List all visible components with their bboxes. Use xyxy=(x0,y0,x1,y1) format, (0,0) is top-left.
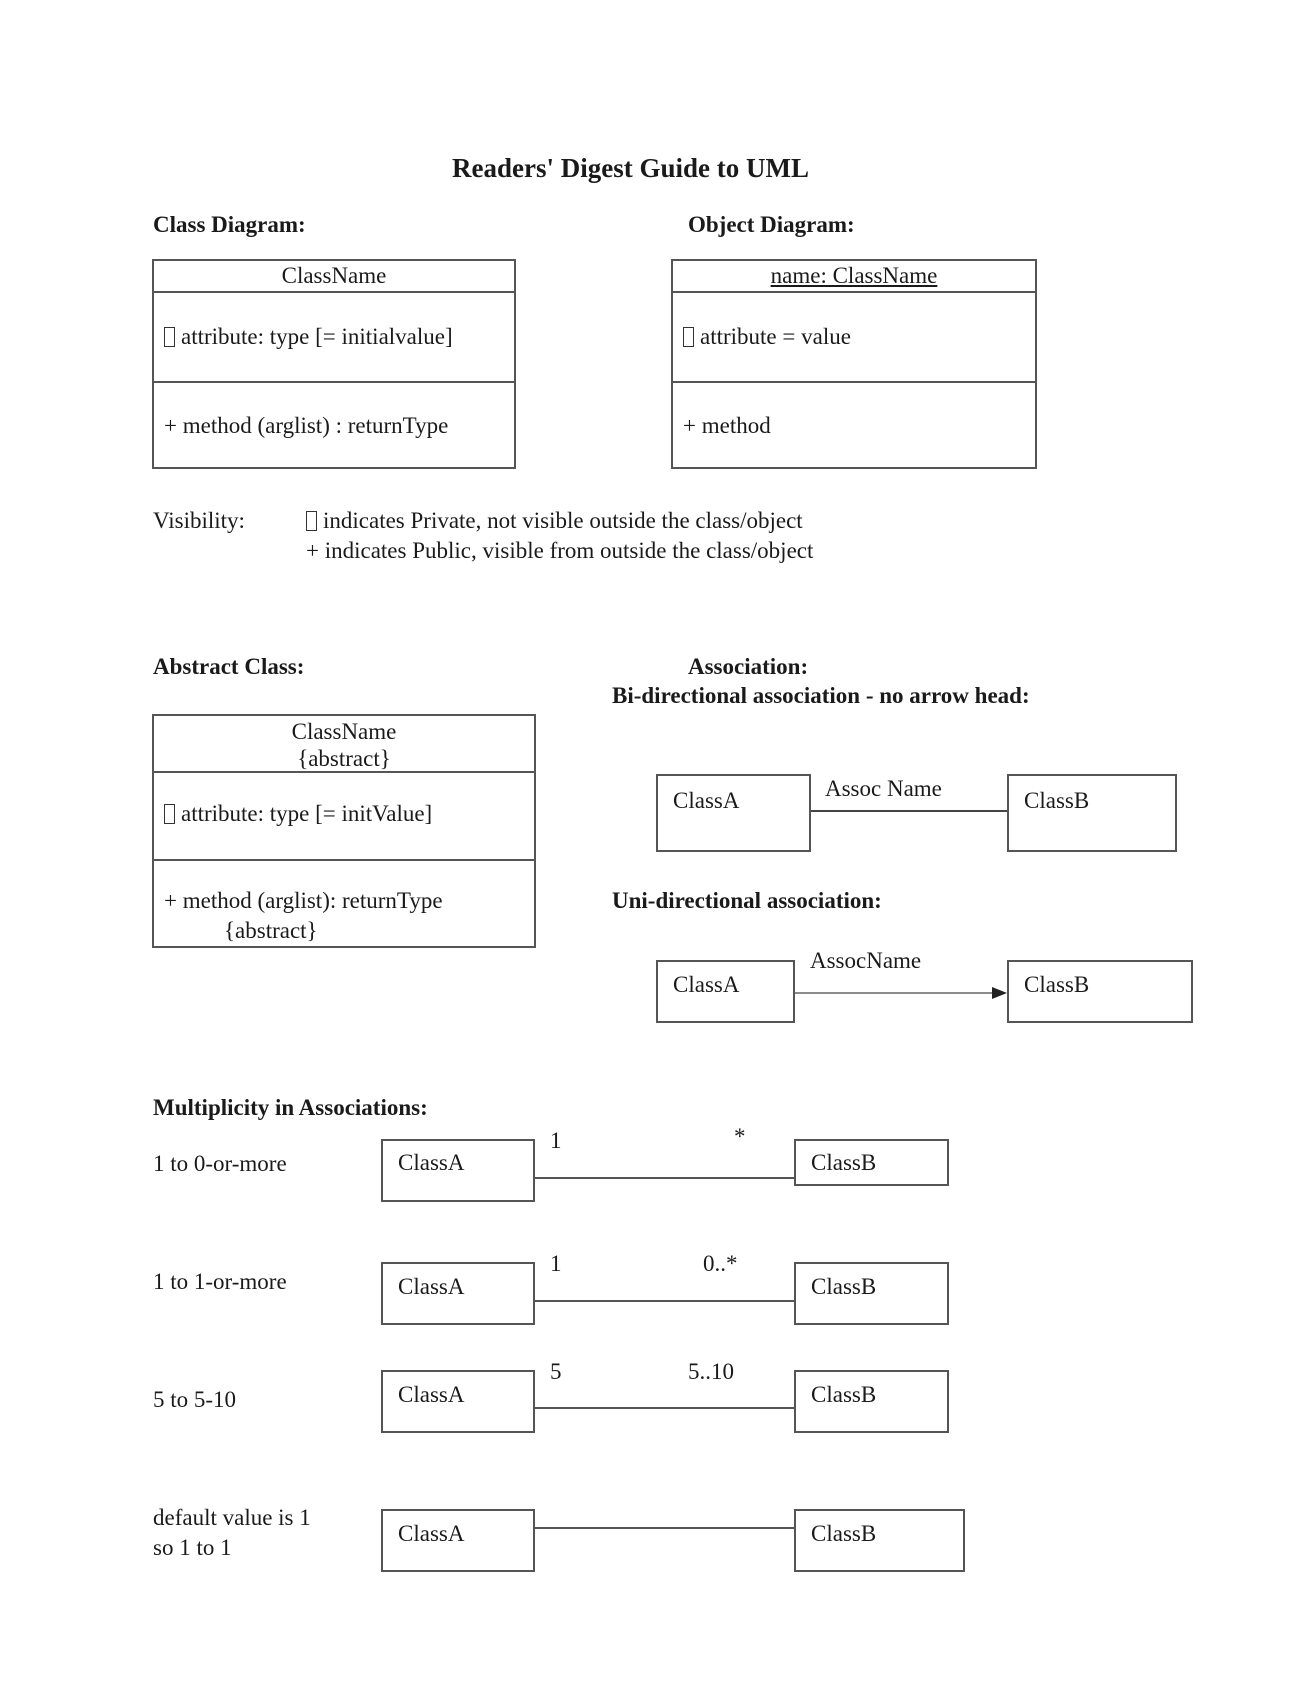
abstract-method-tag: {abstract} xyxy=(224,918,318,943)
mult-class-a-label: ClassA xyxy=(398,1274,465,1299)
object-diagram-heading: Object Diagram: xyxy=(688,212,855,237)
abstract-method: + method (arglist): returnType xyxy=(164,888,443,913)
visibility-public-line: + indicates Public, visible from outside the class/object xyxy=(306,538,814,563)
page-title: Readers' Digest Guide to UML xyxy=(452,153,809,183)
mult-class-b-label: ClassB xyxy=(811,1521,877,1546)
bi-class-a-label: ClassA xyxy=(673,788,740,813)
mult-class-b-label: ClassB xyxy=(811,1382,877,1407)
arrow-head-icon xyxy=(992,987,1007,999)
bi-assoc-name: Assoc Name xyxy=(825,776,942,801)
uni-directional-heading: Uni-directional association: xyxy=(612,888,882,913)
visibility-private-line: indicates Private, not visible outside the class/object xyxy=(323,508,803,533)
class-name: ClassName xyxy=(154,261,514,293)
mult-left-value: 1 xyxy=(550,1128,562,1153)
abstract-class-name: ClassName xyxy=(291,719,397,744)
multiplicity-row-label-line2: so 1 to 1 xyxy=(153,1535,232,1560)
mult-right-value: * xyxy=(734,1124,746,1149)
multiplicity-row-label: 1 to 0-or-more xyxy=(153,1151,287,1176)
class-attribute: attribute: type [= initialvalue] xyxy=(181,324,453,349)
multiplicity-row-label: 5 to 5-10 xyxy=(153,1387,237,1412)
uni-class-a-label: ClassA xyxy=(673,972,740,997)
class-method: + method (arglist) : returnType xyxy=(164,413,449,438)
mult-class-b-label: ClassB xyxy=(811,1274,877,1299)
uni-class-b-label: ClassB xyxy=(1024,972,1090,997)
bi-class-b-label: ClassB xyxy=(1024,788,1090,813)
object-name: name: ClassName xyxy=(770,263,938,288)
class-diagram-heading: Class Diagram: xyxy=(153,212,306,237)
association-heading: Association: xyxy=(688,654,809,679)
uni-assoc-name: AssocName xyxy=(810,948,922,973)
multiplicity-row-label: default value is 1 xyxy=(153,1505,311,1530)
multiplicity-row-label: 1 to 1-or-more xyxy=(153,1269,287,1294)
mult-class-a-label: ClassA xyxy=(398,1521,465,1546)
multiplicity-heading: Multiplicity in Associations: xyxy=(153,1095,428,1120)
mult-class-a-label: ClassA xyxy=(398,1382,465,1407)
abstract-attribute: attribute: type [= initValue] xyxy=(181,801,433,826)
object-attribute: attribute = value xyxy=(700,324,851,349)
mult-right-value: 0..* xyxy=(703,1251,738,1276)
mult-left-value: 1 xyxy=(550,1251,562,1276)
bi-directional-heading: Bi-directional association - no arrow head: xyxy=(612,683,1030,708)
object-method: + method xyxy=(683,413,771,438)
abstract-class-heading: Abstract Class: xyxy=(153,654,305,679)
mult-right-value: 5..10 xyxy=(688,1359,734,1384)
mult-left-value: 5 xyxy=(550,1359,562,1384)
abstract-class-tag: {abstract} xyxy=(297,746,391,771)
mult-class-a-label: ClassA xyxy=(398,1150,465,1175)
visibility-label: Visibility: xyxy=(153,508,245,533)
mult-class-b-label: ClassB xyxy=(811,1150,877,1175)
